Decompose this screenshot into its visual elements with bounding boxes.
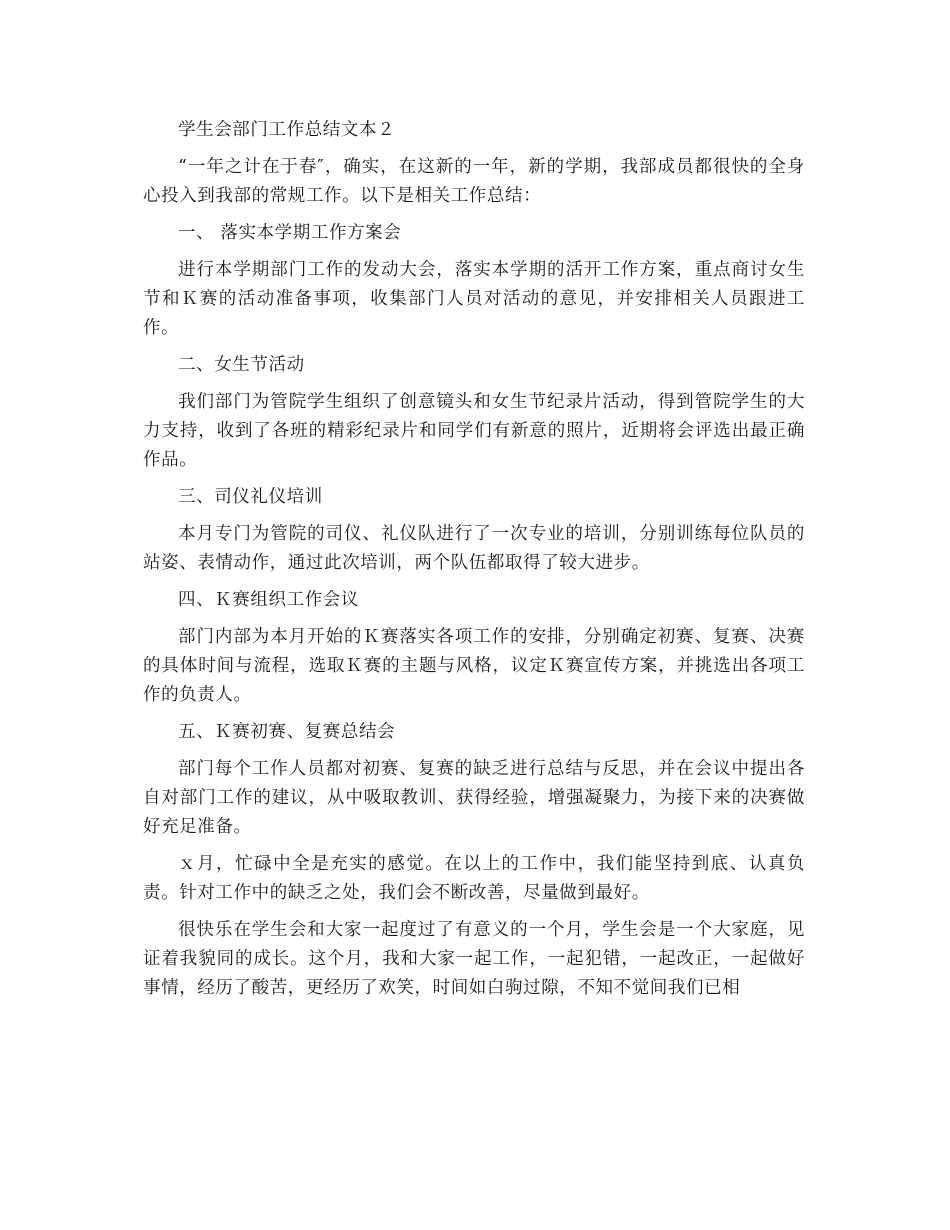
paragraph-section-4: 部门内部为本月开始的Ｋ赛落实各项工作的安排，分别确定初赛、复赛、决赛的具体时间与流程，选取Ｋ赛的主题与风格，议定Ｋ赛宣传方案，并挑选出各项工作的负责人。 — [143, 627, 805, 705]
document-title: 学生会部门工作总结文本２ — [178, 120, 396, 140]
paragraph-section-3: 本月专门为管院的司仪、礼仪队进行了一次专业的培训，分别训练每位队员的站姿、表情动作，通过此次培训，两个队伍都取得了较大进步。 — [143, 524, 805, 573]
section-heading-3: 三、司仪礼仪培训 — [178, 487, 323, 507]
section-heading-1: 一、 落实本学期工作方案会 — [178, 223, 402, 243]
section-heading-5: 五、Ｋ赛初赛、复赛总结会 — [178, 722, 396, 742]
paragraph-section-1: 进行本学期部门工作的发动大会，落实本学期的活开工作方案，重点商讨女生节和Ｋ赛的活动准备事项，收集部门人员对活动的意见，并安排相关人员跟进工作。 — [143, 260, 805, 338]
paragraph-closing: 很快乐在学生会和大家一起度过了有意义的一个月，学生会是一个大家庭，见证着我貌同的成长。这个月，我和大家一起工作，一起犯错，一起改正，一起做好事情，经历了酸苦，更经历了欢笑，时间如白驹过隙，不知不觉间我们已相 — [143, 920, 805, 998]
paragraph-intro: “一年之计在于春″，确实，在这新的一年，新的学期，我部成员都很快的全身心投入到我部的常规工作。以下是相关工作总结： — [143, 157, 805, 206]
section-heading-2: 二、女生节活动 — [178, 355, 305, 375]
paragraph-section-5: 部门每个工作人员都对初赛、复赛的缺乏进行总结与反思，并在会议中提出各自对部门工作的建议，从中吸取教训、获得经验，增强凝聚力，为接下来的决赛做好充足准备。 — [143, 759, 805, 837]
section-heading-4: 四、Ｋ赛组织工作会议 — [178, 590, 359, 610]
paragraph-section-2: 我们部门为管院学生组织了创意镜头和女生节纪录片活动，得到管院学生的大力支持，收到了各班的精彩纪录片和同学们有新意的照片，近期将会评选出最正确作品。 — [143, 392, 805, 470]
paragraph-summary: ｘ月，忙碌中全是充实的感觉。在以上的工作中，我们能坚持到底、认真负责。针对工作中的缺乏之处，我们会不断改善，尽量做到最好。 — [143, 854, 805, 903]
document-body — [143, 116, 805, 1011]
